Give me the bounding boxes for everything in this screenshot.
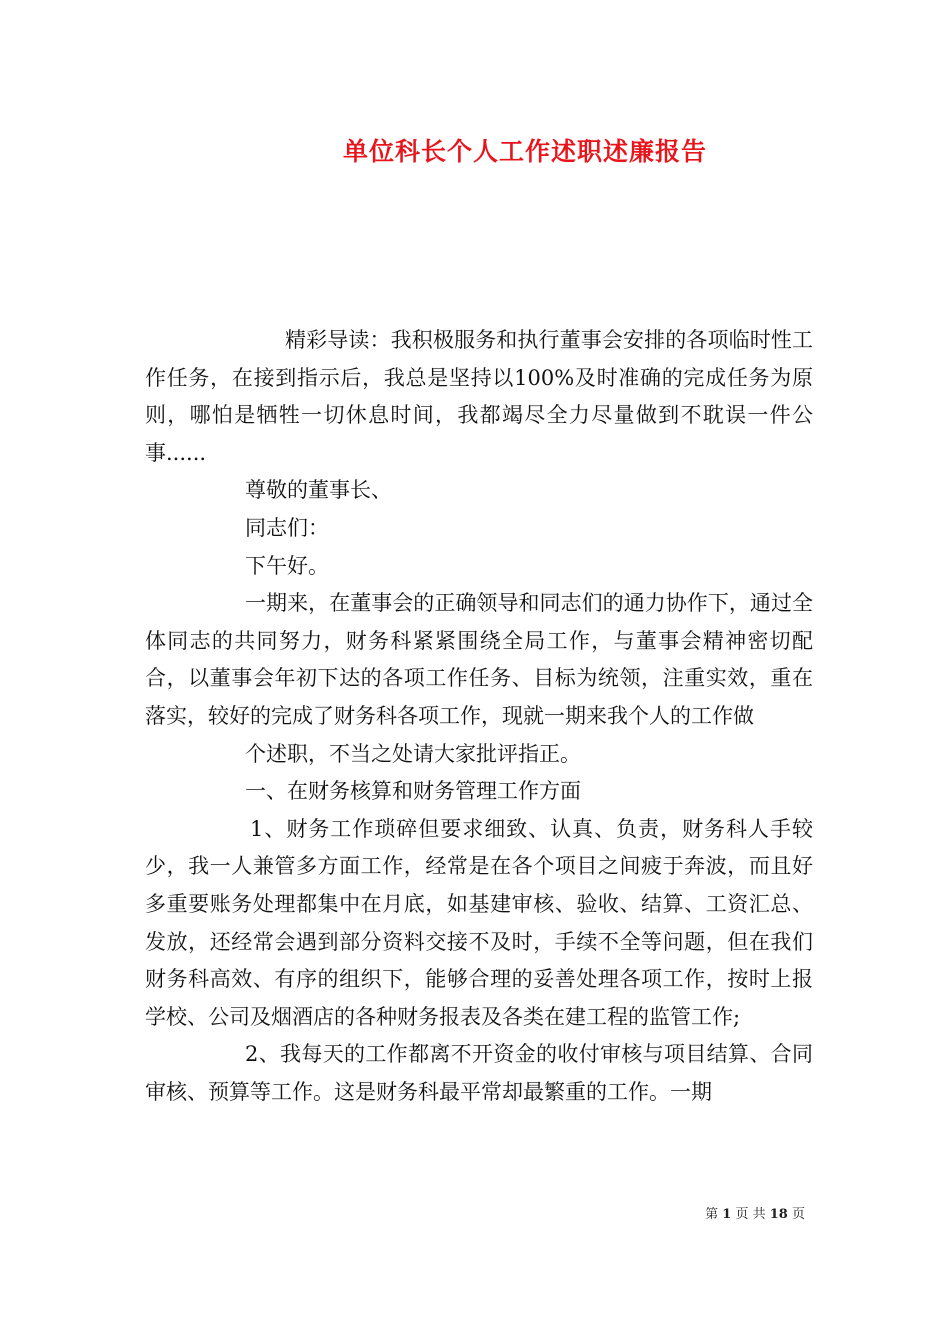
body-paragraph: 一期来，在董事会的正确领导和同志们的通力协作下，通过全体同志的共同努力，财务科紧紧围绕全局工作，与董事会精神密切配合，以董事会年初下达的各项工作任务、目标为统领，注重实效，重在落实，较好的完成了财务科各项工作，现就一期来我个人的工作做: [145, 591, 813, 728]
page-footer: [0, 1203, 805, 1222]
page-number-suffix: 页: [791, 1207, 805, 1222]
total-page-count: 18: [769, 1207, 788, 1222]
list-item-paragraph: 2、我每天的工作都离不开资金的收付审核与项目结算、合同审核、预算等工作。这是财务科最平常却最繁重的工作。一期: [145, 1042, 813, 1104]
salutation-line: 同志们：: [245, 515, 329, 540]
list-item-paragraph: 1、财务工作琐碎但要求细致、认真、负责，财务科人手较少，我一人兼管多方面工作，经常是在各个项目之间疲于奔波，而且好多重要账务处理都集中在月底，如基建审核、验收、结算、工资汇总、发放，还经常会遇到部分资料交接不及时，手续不全等问题，但在我们财务科高效、有序的组织下，能够合理的妥善处理各项工作，按时上报学校、公司及烟酒店的各种财务报表及各类在建工程的监管工作;: [145, 816, 813, 1029]
document-body: [145, 322, 813, 1111]
current-page-number: 1: [722, 1207, 732, 1222]
section-heading: 一、在财务核算和财务管理工作方面: [245, 779, 581, 804]
body-paragraph: 个述职，不当之处请大家批评指正。: [245, 741, 581, 766]
page-number-prefix: 第: [705, 1207, 719, 1222]
page-number-middle: 页 共: [735, 1207, 766, 1222]
intro-paragraph: 精彩导读：我积极服务和执行董事会安排的各项临时性工作任务，在接到指示后，我总是坚持以100%及时准确的完成任务为原则，哪怕是牺牲一切休息时间，我都竭尽全力尽量做到不耽误一件公事......: [145, 328, 813, 465]
salutation-line: 尊敬的董事长、: [245, 478, 392, 503]
greeting-line: 下午好。: [245, 553, 329, 578]
document-title: 单位科长个人工作述职述廉报告: [342, 137, 707, 166]
